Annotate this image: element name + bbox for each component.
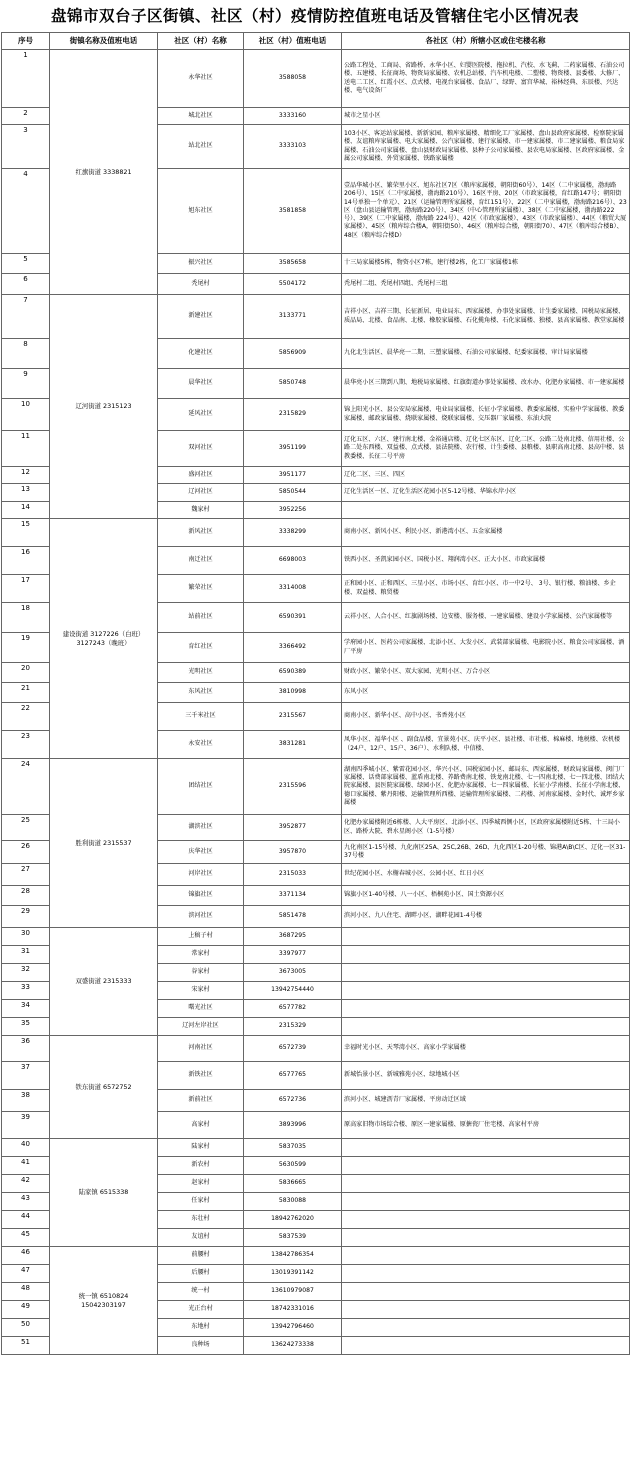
row-number: 33 [2,982,50,1000]
community-phone: 3397977 [244,946,342,964]
row-number: 16 [2,547,50,575]
community-phone: 3314008 [244,575,342,603]
community-phone: 6590389 [244,663,342,683]
residential-areas: 铁西小区、圣凯家园小区、国税小区、翔润湾小区、正大小区、市政家属楼 [342,547,630,575]
residential-areas: 商南小区、新风小区、利民小区、新港湾小区、五金家属楼 [342,519,630,547]
table-row [2,1139,630,1157]
row-number: 7 [2,295,50,339]
residential-areas [342,1319,630,1337]
community-name: 旭东社区 [158,169,244,254]
row-number: 35 [2,1018,50,1036]
community-phone: 3371134 [244,886,342,906]
residential-areas [342,1175,630,1193]
community-name: 统一村 [158,1283,244,1301]
community-phone: 3810998 [244,683,342,703]
community-phone: 13842786354 [244,1247,342,1265]
contact-table [1,32,630,1355]
community-phone: 13610979087 [244,1283,342,1301]
community-phone: 3588058 [244,50,342,108]
community-phone: 2315596 [244,759,342,815]
community-name: 振兴社区 [158,254,244,274]
table-row [2,928,630,946]
community-phone: 5837035 [244,1139,342,1157]
residential-areas [342,928,630,946]
community-phone: 3687295 [244,928,342,946]
community-phone: 13019391142 [244,1265,342,1283]
community-phone: 2315033 [244,864,342,886]
community-phone: 3831281 [244,731,342,759]
residential-areas: 壹品华城小区、繁荣里小区、旭东社区7区（粮库家属楼，朝阳街60号）、14区（二中家属楼，渤海路206号）、15区（二中家属楼，渤海路210号）、16区平房、20区（市政家属楼，育红路147号；朝阳街14号单独一个单元）、21区（运输管理所家属楼，育红151号）、22区（二中家属楼，渤海路216号）、23区（盘山县运输管理，渤海路220号）、34区（中心管理所家属楼）、38区（二中家属楼，渤海路222号）、39区（二中家属楼，渤海路 224号）、42区（市政家属楼）、43区（市政家属楼）、44区（粮贸大厦家属楼）、45区（粮库综合楼A，朝阳街50）、46区（粮库综合楼，朝阳街70）、47区（粮库综合楼B）、48区（粮库综合楼D） [342,169,630,254]
row-number: 51 [2,1337,50,1355]
community-phone: 5851478 [244,906,342,928]
community-name: 庆华社区 [158,841,244,864]
community-phone: 3893996 [244,1112,342,1139]
table-row [2,1036,630,1062]
community-name: 光正台村 [158,1301,244,1319]
residential-areas: 公路工程处、工商局、省路桥、永华小区、妇婴医院楼、拖拉机、汽校、水飞蓟、二药家属楼、石油公司楼、五建楼、长征商场、物资局家属楼、农机总站楼、汽车机电楼、二塑楼、物资楼、县委楼、大修厂、送电二工区、红霞小区、点式楼、电视台家属楼、食品厂、绿野、富宫华城、裕林经典、东辰楼、兴达楼、电气设备厂 [342,50,630,108]
community-phone: 3952256 [244,502,342,519]
community-phone: 13624273338 [244,1337,342,1355]
row-number: 48 [2,1283,50,1301]
community-name: 晨华社区 [158,369,244,399]
residential-areas [342,1000,630,1018]
community-name: 东壮村 [158,1211,244,1229]
community-phone: 3951177 [244,467,342,484]
row-number: 38 [2,1090,50,1112]
row-number: 8 [2,339,50,369]
row-number: 40 [2,1139,50,1157]
row-number: 15 [2,519,50,547]
community-name: 高家村 [158,1112,244,1139]
row-number: 14 [2,502,50,519]
row-number: 29 [2,906,50,928]
residential-areas: 滨河小区、九八住宅、湖畔小区，湖畔花园1-4号楼 [342,906,630,928]
community-phone: 3951199 [244,431,342,467]
residential-areas: 锦旗小区1-40号楼、八一小区、梧桐苑小区、国土资源小区 [342,886,630,906]
row-number: 12 [2,467,50,484]
community-phone: 2315829 [244,399,342,431]
residential-areas: 九化北生活区、晨华亮一二期、三塑家属楼、石油公司家属楼、纪委家属楼、审计局家属楼 [342,339,630,369]
residential-areas: 世纪花园小区、水榭春城小区、公园小区、红日小区 [342,864,630,886]
row-number: 34 [2,1000,50,1018]
community-phone: 6577782 [244,1000,342,1018]
row-number: 43 [2,1193,50,1211]
community-name: 永华社区 [158,50,244,108]
residential-areas [342,1229,630,1247]
table-row [2,50,630,108]
community-name: 前腰村 [158,1247,244,1265]
table-row [2,295,630,339]
residential-areas: 新城怡景小区、新城雅苑小区、绿地城小区 [342,1062,630,1090]
row-number: 5 [2,254,50,274]
residential-areas: 化肥办家属楼附近6栋楼、人大平房区、北添小区、四季城西侧小区，区政府家属楼附近5栋、十三局小区、路桥大院、碧水星阁小区（1-5号楼） [342,815,630,841]
community-name: 双河社区 [158,431,244,467]
row-number: 39 [2,1112,50,1139]
residential-areas [342,502,630,519]
community-phone: 5837539 [244,1229,342,1247]
row-number: 20 [2,663,50,683]
community-phone: 18742331016 [244,1301,342,1319]
row-number: 24 [2,759,50,815]
residential-areas [342,1139,630,1157]
table-row [2,759,630,815]
residential-areas: 湖南四季城小区、紫雷花园小区、华兴小区、国税家园小区、邮局东、西家属楼、财政局家属楼、阀门厂家属楼、话费部家属楼、蓝盾南北楼、养路费南北楼、铁龙南北楼、七一四南北楼、七一四北楼、团结大院家属楼、县医院家属楼、绿园小区、化肥办家属楼、七一四家属楼、长征小学南楼、长征小学南北楼、德口家属楼、紫丹阳楼、运输管理所西楼、运输管理所家属楼、二药楼、河南家属楼、金时代、诚坪乡家属楼 [342,759,630,815]
row-number: 27 [2,864,50,886]
community-name: 新铁社区 [158,1062,244,1090]
community-name: 秃尾村 [158,274,244,295]
row-number: 18 [2,603,50,633]
residential-areas [342,1301,630,1319]
row-number: 50 [2,1319,50,1337]
row-number: 10 [2,399,50,431]
community-name: 河岸社区 [158,864,244,886]
community-name: 谷家村 [158,964,244,982]
community-phone: 3333160 [244,108,342,125]
header-phone: 社区（村）值班电话 [244,33,342,50]
community-phone: 6572739 [244,1036,342,1062]
row-number: 30 [2,928,50,946]
community-name: 魏家村 [158,502,244,519]
town-cell: 陆家镇 6515338 [50,1139,158,1247]
community-phone: 5504172 [244,274,342,295]
community-name: 赵家村 [158,1175,244,1193]
community-name: 新前社区 [158,1090,244,1112]
row-number: 4 [2,169,50,254]
row-number: 45 [2,1229,50,1247]
row-number: 19 [2,633,50,663]
residential-areas [342,1337,630,1355]
community-phone: 13942754440 [244,982,342,1000]
community-phone: 3366492 [244,633,342,663]
residential-areas [342,964,630,982]
row-number: 31 [2,946,50,964]
residential-areas: 商南小区、新华小区、高中小区、书香苑小区 [342,703,630,731]
page-title: 盘锦市双台子区街镇、社区（村）疫情防控值班电话及管辖住宅小区情况表 [50,7,579,25]
residential-areas: 凤华小区、福华小区 、副食品楼、宜景苑小区、庆平小区、县社楼、市社楼、棉麻楼、地税楼、农机楼（24户、12户、15户、36户）、水利队楼、中信楼、 [342,731,630,759]
row-number: 25 [2,815,50,841]
row-number: 32 [2,964,50,982]
community-phone: 5830088 [244,1193,342,1211]
community-name: 良种场 [158,1337,244,1355]
community-name: 东风社区 [158,683,244,703]
header-no: 序号 [2,33,50,50]
row-number: 37 [2,1062,50,1090]
community-name: 站北社区 [158,125,244,169]
table-body [2,50,630,1355]
row-number: 26 [2,841,50,864]
residential-areas: 秃尾村二组、秃尾村四组、秃尾村三组 [342,274,630,295]
community-name: 辽河左岸社区 [158,1018,244,1036]
community-name: 锦旗社区 [158,886,244,906]
residential-areas: 学府园小区、医药公司家属楼、北添小区、大发小区、武装部家属楼、电影院小区、粮食公司家属楼、酒厂平房 [342,633,630,663]
residential-areas [342,946,630,964]
residential-areas: 财政小区、繁荣小区、双大家园、光明小区、万合小区 [342,663,630,683]
residential-areas [342,982,630,1000]
header-community: 社区（村）名称 [158,33,244,50]
residential-areas [342,1193,630,1211]
community-name: 东地村 [158,1319,244,1337]
community-name: 友谊村 [158,1229,244,1247]
community-name: 三千米社区 [158,703,244,731]
row-number: 17 [2,575,50,603]
community-name: 辽河社区 [158,484,244,502]
table-header-row [2,33,630,50]
residential-areas: 晨华亮小区三期到八期、地税局家属楼、红旗街道办事处家属楼、改水办、化肥办家属楼、市一建家属楼 [342,369,630,399]
community-name: 团结社区 [158,759,244,815]
community-name: 上稿子村 [158,928,244,946]
header-areas: 各社区（村）所辖小区或住宅楼名称 [342,33,630,50]
community-phone: 5856909 [244,339,342,369]
table-row [2,1247,630,1265]
community-name: 光明社区 [158,663,244,683]
community-phone: 3957870 [244,841,342,864]
residential-areas [342,1247,630,1265]
community-phone: 13942796460 [244,1319,342,1337]
row-number: 1 [2,50,50,108]
community-phone: 3338299 [244,519,342,547]
town-cell: 胜利街道 2315537 [50,759,158,928]
residential-areas: 云祥小区、人合小区、红旗剧场楼、边安楼、服务楼、一建家属楼、建设小学家属楼、公汽家属楼等 [342,603,630,633]
residential-areas: 辽化五区、六区、建行南北楼、金裕通店楼、辽化七区东区、辽化二区、公路二处南北楼、信用社楼、公路二处东西楼、双益楼、点式楼、县法院楼、农行楼、计生委楼、县粮楼、县职高南北楼、县高中楼、县教委楼、长征二号平房 [342,431,630,467]
community-name: 曙光社区 [158,1000,244,1018]
community-name: 河南社区 [158,1036,244,1062]
row-number: 47 [2,1265,50,1283]
community-phone: 5630599 [244,1157,342,1175]
residential-areas: 九化南区1-15号楼、九化南区25A、25C,26B、26D、九化西区1-20号楼、锦港A\B\C区、辽化一区31-37号楼 [342,841,630,864]
residential-areas: 辽化二区、三区、四区 [342,467,630,484]
row-number: 49 [2,1301,50,1319]
community-name: 新农村 [158,1157,244,1175]
community-phone: 2315567 [244,703,342,731]
header-town: 街镇名称及值班电话 [50,33,158,50]
town-cell: 红旗街道 3338821 [50,50,158,295]
residential-areas: 滨河小区、城建沥青厂家属楼、平房动迁区域 [342,1090,630,1112]
table-row [2,519,630,547]
community-name: 滨河社区 [158,906,244,928]
town-cell: 铁东街道 6572752 [50,1036,158,1139]
community-name: 后腰村 [158,1265,244,1283]
community-name: 城北社区 [158,108,244,125]
residential-areas: 103小区、客运站家属楼、新新家园、粮库家属楼、精细化工厂家属楼、盘山县政府家属楼、检察院家属楼、友谊粮库家属楼、电大家属楼、公汽家属楼、建行家属楼、市一建家属楼、市二建家属楼、粮食局家属楼、石油公司家属楼、盘山县财政局家属楼、县种子公司家属楼、县农电局家属楼、区政府家属楼、金属公司家属楼、外贸家属楼、铁路家属楼 [342,125,630,169]
community-phone: 3585658 [244,254,342,274]
residential-areas: 城市之星小区 [342,108,630,125]
residential-areas: 东风小区 [342,683,630,703]
town-cell: 建设街道 3127226（白班） 3127243（晚班） [50,519,158,759]
community-name: 盛河社区 [158,467,244,484]
town-cell: 辽河街道 2315123 [50,295,158,519]
residential-areas: 幸福时光小区、天琴湾小区、高家小学家属楼 [342,1036,630,1062]
community-phone: 3133771 [244,295,342,339]
residential-areas [342,1211,630,1229]
row-number: 23 [2,731,50,759]
town-cell: 双盛街道 2315333 [50,928,158,1036]
community-name: 延风社区 [158,399,244,431]
residential-areas: 辽化生活区一区、辽化生活区花园小区5-12号楼、华锦水岸小区 [342,484,630,502]
residential-areas [342,1283,630,1301]
residential-areas: 吉祥小区、吉祥三期、长征新居、电业局东、西家属楼、办事处家属楼、计生委家属楼、国税局家属楼、质品局、北楼、食品南、北楼、橡胶家属楼、石化揽角楼、石化家属楼、独楼、县高家属楼、教堂家属楼 [342,295,630,339]
town-cell: 统一镇 6510824 15042303197 [50,1247,158,1355]
residential-areas [342,1157,630,1175]
residential-areas: 正和园小区、正和西区、三星小区、市场小区、育红小区、市一中2号、 3号、银行楼、粮油楼、乡企楼、双益楼、粮贸楼 [342,575,630,603]
community-phone: 6572736 [244,1090,342,1112]
row-number: 2 [2,108,50,125]
row-number: 11 [2,431,50,467]
community-phone: 5836665 [244,1175,342,1193]
row-number: 21 [2,683,50,703]
community-phone: 2315329 [244,1018,342,1036]
community-phone: 3673005 [244,964,342,982]
row-number: 41 [2,1157,50,1175]
community-name: 育红社区 [158,633,244,663]
row-number: 44 [2,1211,50,1229]
community-name: 新建社区 [158,295,244,339]
community-name: 湖滨社区 [158,815,244,841]
row-number: 42 [2,1175,50,1193]
row-number: 22 [2,703,50,731]
row-number: 3 [2,125,50,169]
community-phone: 6590391 [244,603,342,633]
community-phone: 6577765 [244,1062,342,1090]
residential-areas: 原高家旧物市场综合楼、原区一建家属楼、原搪瓷厂住宅楼、高家村平房 [342,1112,630,1139]
community-name: 陆家村 [158,1139,244,1157]
row-number: 9 [2,369,50,399]
row-number: 6 [2,274,50,295]
row-number: 46 [2,1247,50,1265]
residential-areas [342,1018,630,1036]
community-name: 常家村 [158,946,244,964]
community-phone: 6698003 [244,547,342,575]
community-name: 化建社区 [158,339,244,369]
community-name: 新风社区 [158,519,244,547]
community-name: 繁荣社区 [158,575,244,603]
community-phone: 18942762020 [244,1211,342,1229]
community-phone: 3581858 [244,169,342,254]
community-phone: 3333103 [244,125,342,169]
row-number: 13 [2,484,50,502]
residential-areas: 十三局家属楼5栋，物资小区7栋，建行楼2栋，化工厂家属楼1栋 [342,254,630,274]
residential-areas: 锦上阳光小区、县公安局家属楼、电业局家属楼、长征小学家属楼、教委家属楼、实验中学家属楼、教委家属楼、邮政家属楼、烧联家属楼、烧联家属楼、交压器厂家属楼、东油大院 [342,399,630,431]
row-number: 36 [2,1036,50,1062]
community-phone: 5850544 [244,484,342,502]
community-phone: 3952877 [244,815,342,841]
residential-areas [342,1265,630,1283]
community-name: 南迁社区 [158,547,244,575]
community-phone: 5850748 [244,369,342,399]
community-name: 站前社区 [158,603,244,633]
community-name: 宋家村 [158,982,244,1000]
community-name: 永安社区 [158,731,244,759]
community-name: 任家村 [158,1193,244,1211]
row-number: 28 [2,886,50,906]
